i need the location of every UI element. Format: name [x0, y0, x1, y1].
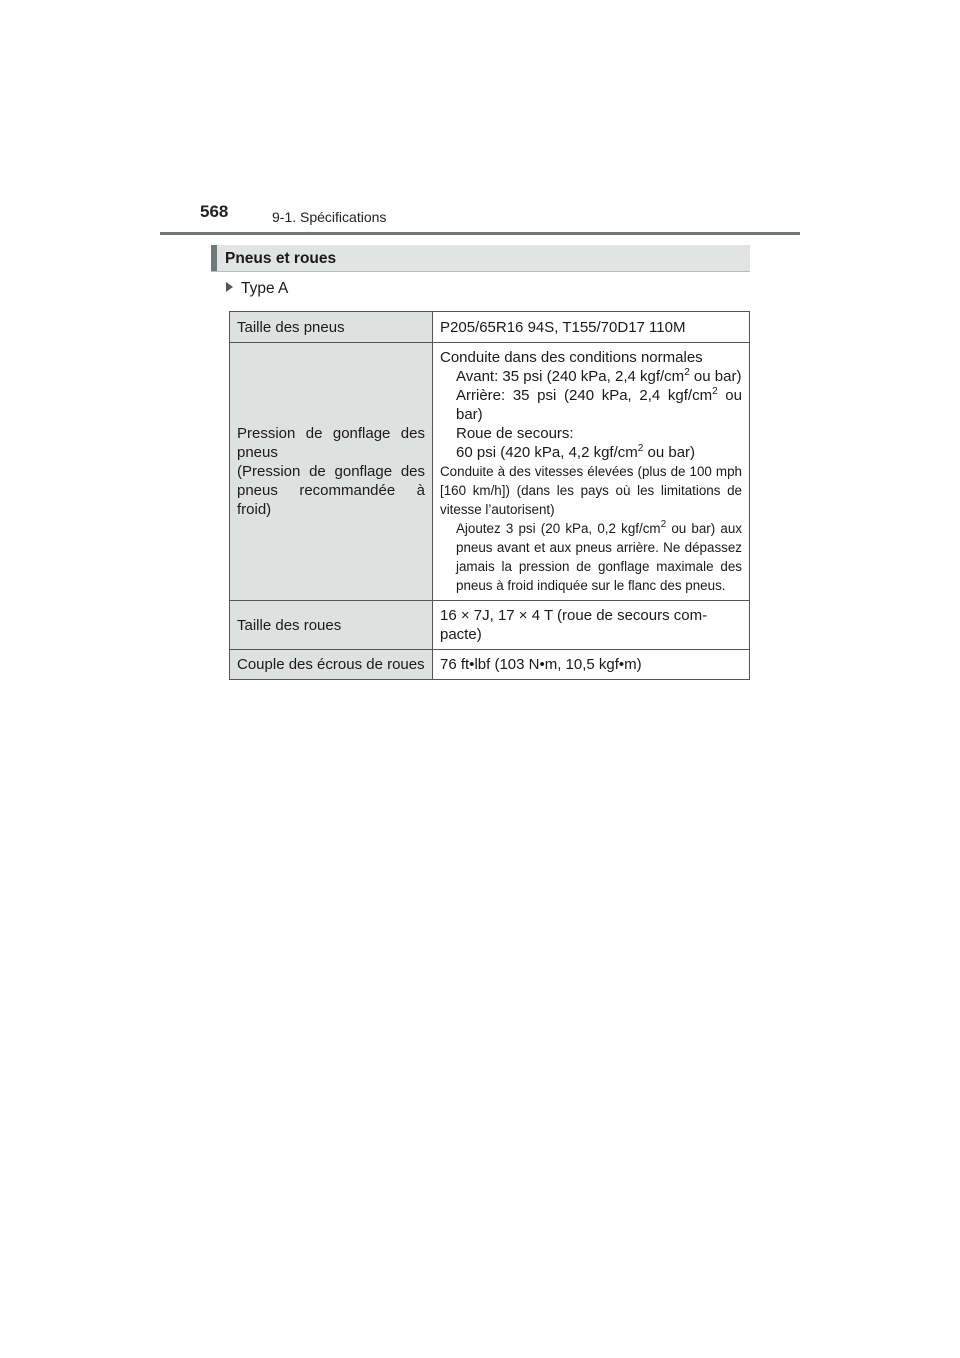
pressure-label-sub: (Pression de gonflage des pneus recommandée à froid) — [237, 463, 425, 518]
table-row-lug-nut-torque — [230, 650, 750, 680]
subsection-bar — [211, 245, 750, 272]
spare-pressure: 60 psi (420 kPa, 4,2 kgf/$cm^2$ ou bar) — [456, 443, 696, 461]
pressure-label-main: Pression de gonflage des pneus — [237, 425, 425, 461]
type-label-text: Type A — [241, 280, 289, 297]
high-speed-instruction: Ajoutez 3 psi (20 kPa, 0,2 kgf/$cm^2$ ou bar) aux pneus avant et aux pneus arrière. Ne dépassez jamais la pression de gonflage maximale des pneus à froid indiquée sur le flanc des pneus. — [456, 519, 742, 593]
lug-nut-torque-label: Couple des écrous de roues — [230, 650, 433, 680]
wheel-size-value: 16 × 7J, 17 × 4 T (roue de secours com-pacte) — [433, 601, 750, 650]
subsection-accent — [211, 245, 217, 271]
high-speed-heading: Conduite à des vitesses élevées (plus de 100 mph [160 km/h]) (dans les pays où les limitations de vitesse l’autorisent) — [440, 464, 742, 517]
table-row-tire-size — [230, 312, 750, 343]
pressure-label — [230, 343, 433, 601]
tire-size-label: Taille des pneus — [230, 312, 433, 343]
page-number: 568 — [200, 202, 229, 221]
front-pressure: Avant: 35 psi (240 kPa, 2,4 kgf/$cm^2$ ou bar) — [456, 367, 742, 385]
subsection-title: Pneus et roues — [225, 250, 337, 267]
arrow-right-icon — [226, 282, 233, 292]
table-row-wheel-size — [230, 601, 750, 650]
type-label — [226, 280, 288, 298]
wheel-size-label: Taille des roues — [230, 601, 433, 650]
normal-driving-heading: Conduite dans des conditions normales — [440, 349, 703, 366]
table-row-pressure — [230, 343, 750, 601]
rear-pressure: Arrière: 35 psi (240 kPa, 2,4 kgf/$cm^2$ ou bar) — [456, 386, 742, 423]
spare-heading: Roue de secours: — [456, 425, 574, 442]
pressure-value — [433, 343, 750, 601]
tire-size-value: P205/65R16 94S, T155/70D17 110M — [433, 312, 750, 343]
lug-nut-torque-value: 76 ft•lbf (103 N•m, 10,5 kgf•m) — [433, 650, 750, 680]
header-rule — [160, 232, 800, 235]
spec-table — [229, 311, 750, 680]
section-title: 9-1. Spécifications — [272, 209, 387, 225]
